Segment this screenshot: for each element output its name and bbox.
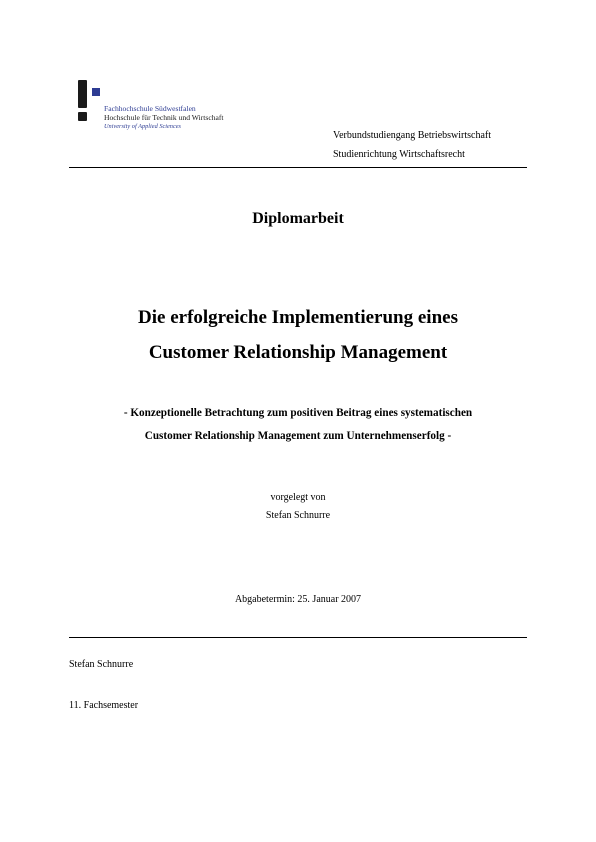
presented-by-label: vorgelegt von — [270, 492, 326, 503]
logo-english-name: University of Applied Sciences — [104, 123, 181, 131]
bottom-divider — [69, 637, 527, 638]
program-info — [333, 126, 491, 164]
thesis-title-line-2: Customer Relationship Management — [148, 342, 448, 363]
top-divider — [69, 167, 527, 168]
thesis-subtitle — [0, 402, 596, 448]
author-name: Stefan Schnurre — [265, 510, 331, 521]
program-name: Verbundstudiengang Betriebswirtschaft — [333, 130, 492, 141]
thesis-title — [0, 300, 596, 370]
thesis-subtitle-line-1: - Konzeptionelle Betrachtung zum positiven Beitrag eines systematischen — [123, 407, 473, 419]
logo-exclamation-mark — [78, 80, 87, 108]
document-type: Diplomarbeit — [252, 210, 344, 227]
logo-exclamation-dot — [78, 112, 87, 121]
logo-text — [104, 104, 224, 132]
thesis-subtitle-line-2: Customer Relationship Management zum Unternehmenserfolg - — [144, 430, 452, 442]
logo-university-name: Fachhochschule Südwestfalen — [104, 104, 196, 113]
logo-university-subtitle: Hochschule für Technik und Wirtschaft — [104, 113, 224, 123]
logo-blue-square — [92, 88, 100, 96]
submission-deadline: Abgabetermin: 25. Januar 2007 — [234, 594, 362, 605]
footer-author: Stefan Schnurre — [69, 659, 134, 670]
footer-semester: 11. Fachsemester — [69, 700, 139, 711]
presented-by-block — [0, 489, 596, 525]
specialization: Studienrichtung Wirtschaftsrecht — [333, 149, 465, 160]
thesis-title-line-1: Die erfolgreiche Implementierung eines — [138, 307, 458, 328]
university-logo — [78, 80, 253, 140]
